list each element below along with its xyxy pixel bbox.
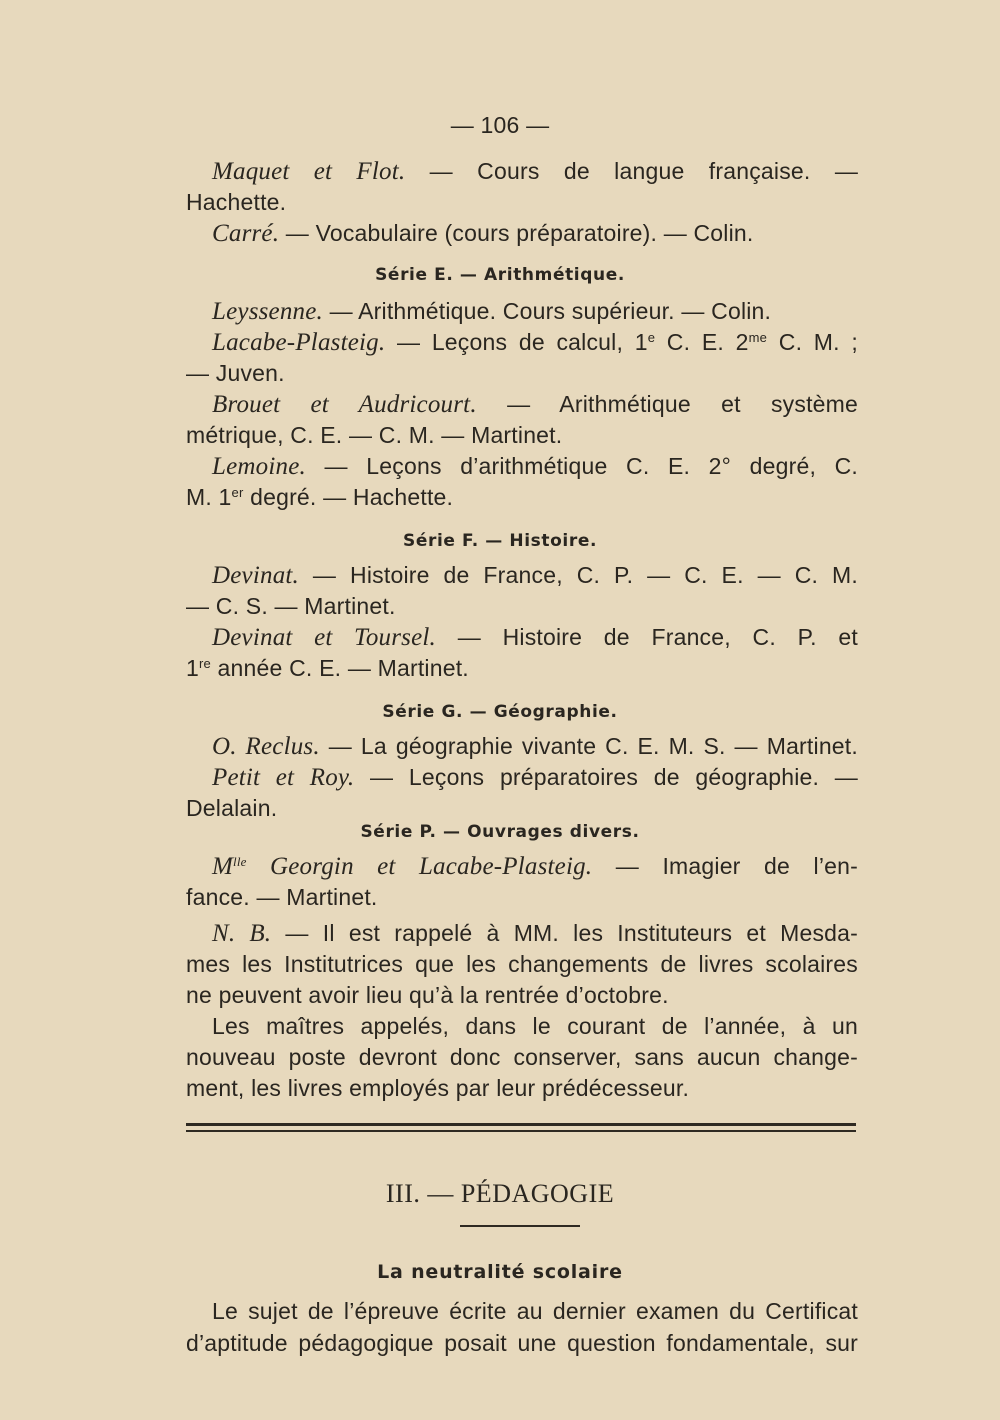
author-name: O. Reclus. bbox=[212, 733, 320, 760]
entry-devinat-toursel bbox=[212, 622, 858, 653]
note-label: N. B. bbox=[212, 920, 272, 947]
entry-text: — Histoire de France, C. P. — C. E. — C. M. bbox=[312, 562, 858, 588]
text-line: ne peuvent avoir lieu qu’à la rentrée d’octobre. bbox=[186, 982, 669, 1008]
entry-reclus bbox=[212, 731, 858, 762]
author-name: Brouet et Audricourt. bbox=[212, 391, 477, 418]
text-line: M. 1er degré. — Hachette. bbox=[186, 484, 454, 510]
author-name: Devinat et Toursel. bbox=[212, 624, 437, 651]
text-line: fance. — Martinet. bbox=[186, 884, 378, 910]
note-text: — Il est rappelé à MM. les Instituteurs et Mesda- bbox=[285, 920, 858, 946]
note-nb bbox=[212, 918, 858, 949]
entry-text: — Leçons préparatoires de géographie. — bbox=[370, 764, 859, 790]
entry-lacabe-plasteig bbox=[212, 327, 858, 358]
series-heading-e: Série E. — Arithmétique. bbox=[375, 265, 625, 285]
page-number: — 106 — bbox=[450, 112, 550, 138]
author-name: Carré. bbox=[212, 220, 280, 247]
text-line: 1re année C. E. — Martinet. bbox=[186, 655, 469, 681]
section-divider bbox=[186, 1123, 856, 1126]
entry-text: — Arithmétique. Cours supérieur. — Colin. bbox=[329, 298, 772, 324]
entry-petit-roy bbox=[212, 762, 858, 793]
author-name: Petit et Roy. bbox=[212, 764, 355, 791]
title-underline bbox=[460, 1225, 580, 1227]
series-heading-f: Série F. — Histoire. bbox=[402, 531, 598, 551]
author-name: Devinat. bbox=[212, 562, 299, 589]
entry-carre bbox=[212, 218, 858, 249]
subsection-title: La neutralité scolaire bbox=[377, 1261, 623, 1283]
author-name: $M^{lle}$ Georgin et Lacabe-Plasteig. bbox=[212, 853, 593, 880]
series-heading-g: Série G. — Géographie. bbox=[382, 702, 618, 722]
author-name: Maquet et Flot. bbox=[212, 158, 406, 185]
entry-text: — Histoire de France, C. P. et bbox=[457, 624, 859, 650]
author-name: Leyssenne. bbox=[212, 298, 323, 325]
entry-devinat bbox=[212, 560, 858, 591]
text-line: Delalain. bbox=[186, 795, 278, 821]
text-line: d’aptitude pédagogique posait une question fondamentale, sur bbox=[186, 1330, 858, 1356]
text-line: nouveau poste devront donc conserver, sans aucun change- bbox=[186, 1044, 858, 1070]
entry-text: — Leçons de calcul, 1e C. E. $2^{me}$ C. M. ; bbox=[396, 329, 859, 355]
author-name: Lacabe-Plasteig. bbox=[212, 329, 386, 356]
author-name: Lemoine. bbox=[212, 453, 306, 480]
text-line: mes les Institutrices que les changements de livres scolaires bbox=[186, 951, 858, 977]
text-line: ment, les livres employés par leur prédécesseur. bbox=[186, 1075, 690, 1101]
entry-maquet-flot bbox=[212, 156, 858, 187]
text-line: Le sujet de l’épreuve écrite au dernier examen du Certificat bbox=[212, 1298, 858, 1324]
entry-georgin-lacabe bbox=[212, 851, 858, 882]
entry-brouet-audricourt bbox=[212, 389, 858, 420]
text-line: Les maîtres appelés, dans le courant de l’année, à un bbox=[212, 1013, 858, 1039]
entry-leyssenne bbox=[212, 296, 858, 327]
entry-text: — La géographie vivante C. E. M. S. — Martinet. bbox=[328, 733, 858, 759]
entry-text: — Arithmétique et système bbox=[507, 391, 859, 417]
text-line: Hachette. bbox=[186, 189, 287, 215]
entry-text: — Cours de langue française. — bbox=[429, 158, 859, 184]
text-line: — C. S. — Martinet. bbox=[186, 593, 396, 619]
section-divider bbox=[186, 1130, 856, 1132]
text-line: métrique, C. E. — C. M. — Martinet. bbox=[186, 422, 563, 448]
text-line: — Juven. bbox=[186, 360, 285, 386]
series-heading-p: Série P. — Ouvrages divers. bbox=[360, 822, 640, 842]
section-title: III. — PÉDAGOGIE bbox=[385, 1179, 615, 1208]
entry-lemoine bbox=[212, 451, 858, 482]
entry-text: — Imagier de l’en- bbox=[615, 853, 858, 879]
entry-text: — Vocabulaire (cours préparatoire). — Colin. bbox=[285, 220, 754, 246]
entry-text: — Leçons d’arithmétique C. E. 2° degré, C. bbox=[324, 453, 858, 479]
